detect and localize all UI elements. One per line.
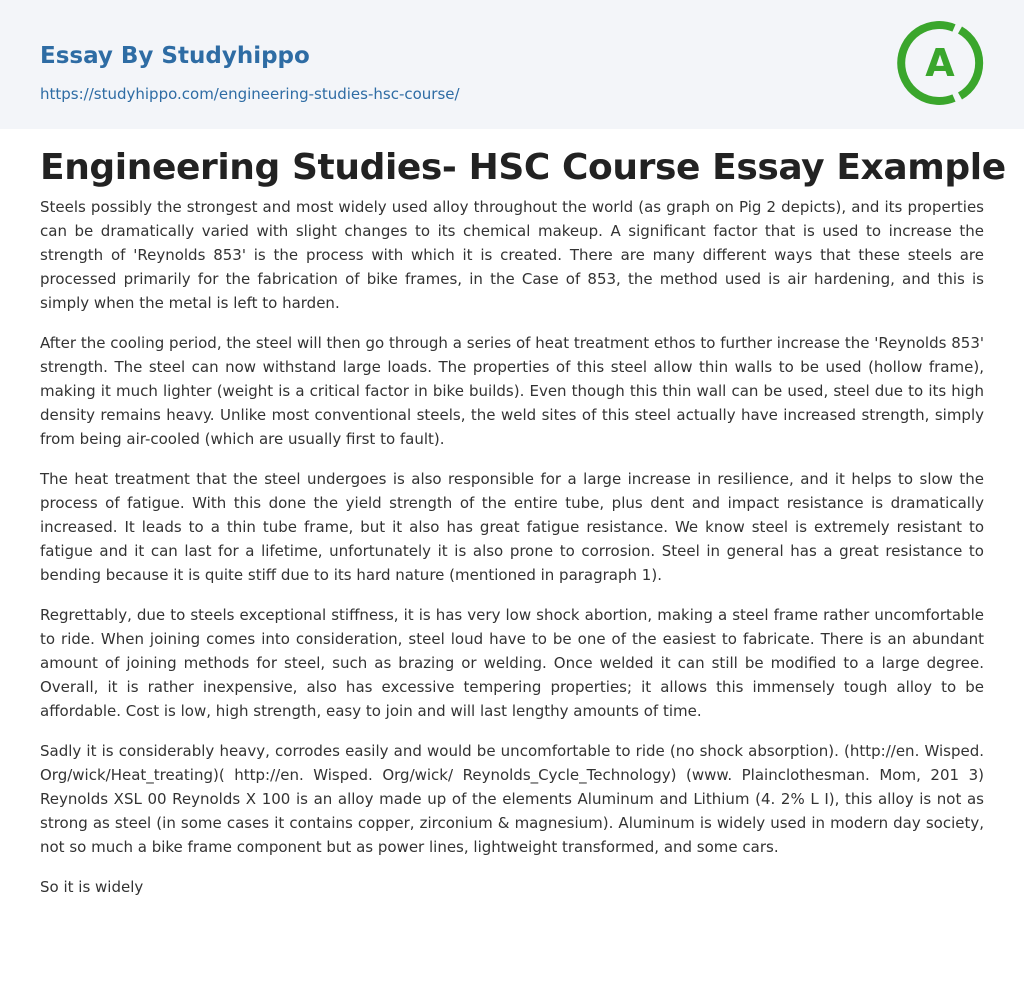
essay-paragraph-3: The heat treatment that the steel undergoes is also responsible for a large increase in resilience, and it helps to slow the process of fatigue. With this done the yield strength of the entire tube, plus dent and impact resistance is dramatically increased. It leads to a thin tube frame, but it also has great fatigue resistance. We know steel is extremely resistant to fatigue and it can last for a lifetime, unfortunately it is also prone to corrosion. Steel in general has a great resistance to bending because it is quite stiff due to its hard nature (mentioned in paragraph 1). xyxy=(40,470,984,584)
site-header xyxy=(0,0,1024,129)
brand-title[interactable]: Essay By Studyhippo xyxy=(40,43,310,69)
logo-letter: A xyxy=(925,41,955,85)
essay-title: Engineering Studies- HSC Course Essay Example xyxy=(40,147,1006,188)
essay-paragraph-4: Regrettably, due to steels exceptional stiffness, it is has very low shock abortion, making a steel frame rather uncomfortable to ride. When joining comes into consideration, steel loud have to be one of the easiest to fabricate. There is an abundant amount of joining methods for steel, such as brazing or welding. Once welded it can still be modified to a large degree. Overall, it is rather inexpensive, also has excessive tempering properties; it allows this immensely tough alloy to be affordable. Cost is low, high strength, easy to join and will last lengthy amounts of time. xyxy=(40,606,984,720)
essay-url-link[interactable]: https://studyhippo.com/engineering-studies-hsc-course/ xyxy=(40,85,460,103)
essay-paragraph-5: Sadly it is considerably heavy, corrodes easily and would be uncomfortable to ride (no shock absorption). (http://en. Wisped. Org/wick/Heat_treating)( http://en. Wisped. Org/wick/ Reynolds_Cycle_Technology) (www. Plainclothesman. Mom, 201 3) Reynolds XSL 00 Reynolds X 100 is an alloy made up of the elements Aluminum and Lithium (4. 2% L I), this alloy is not as strong as steel (in some cases it contains copper, zirconium & magnesium). Aluminum is widely used in modern day society, not so much a bike frame component but as power lines, lightweight transformed, and some cars. xyxy=(40,742,984,856)
essay-paragraph-2: After the cooling period, the steel will then go through a series of heat treatment ethos to further increase the 'Reynolds 853' strength. The steel can now withstand large loads. The properties of this steel allow thin walls to be used (hollow frame), making it much lighter (weight is a critical factor in bike builds). Even though this thin wall can be used, steel due to its high density remains heavy. Unlike most conventional steels, the weld sites of this steel actually have increased strength, simply from being air-cooled (which are usually first to fault). xyxy=(40,334,984,448)
essay-content xyxy=(40,145,1006,915)
essay-paragraph-1: Steels possibly the strongest and most widely used alloy throughout the world (as graph on Pig 2 depicts), and its properties can be dramatically varied with slight changes to its chemical makeup. A significant factor that is used to increase the strength of 'Reynolds 853' is the process with which it is created. There are many different ways that these steels are processed primarily for the fabrication of bike frames, in the Case of 853, the method used is air hardening, and this is simply when the metal is left to harden. xyxy=(40,198,984,312)
essay-paragraph-6: So it is widely xyxy=(40,878,144,896)
studyhippo-logo-icon[interactable] xyxy=(896,20,986,106)
